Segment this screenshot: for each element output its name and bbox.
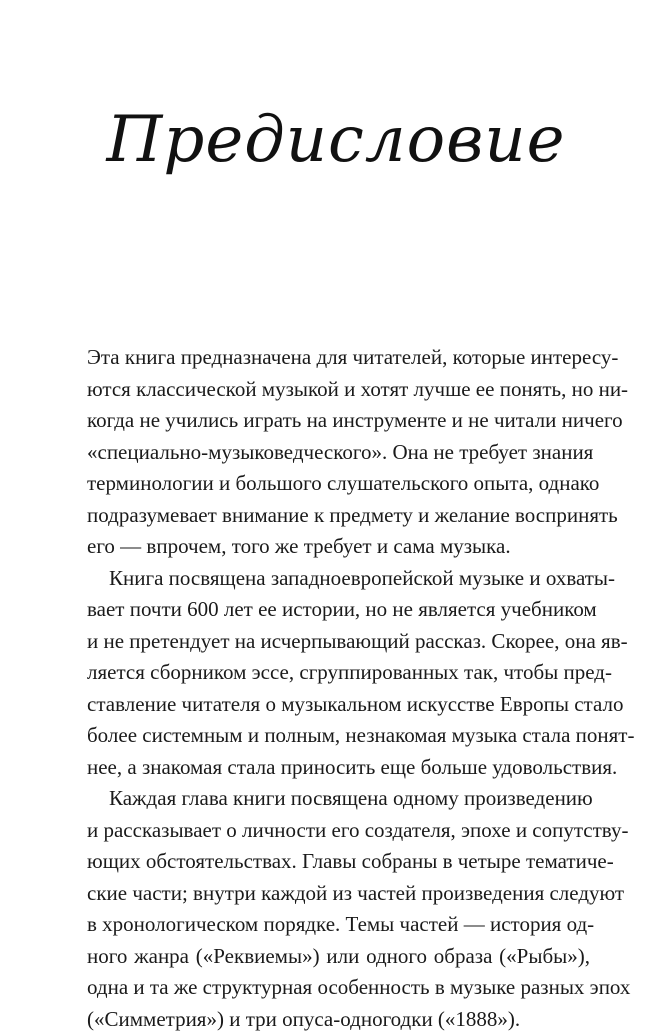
text-line: («Симметрия») и три опуса-одногодки («1888»). bbox=[87, 1004, 590, 1035]
text-line: и рассказывает о личности его создателя, эпохе и сопутству- bbox=[87, 815, 590, 847]
text-line: его — впрочем, того же требует и сама музыка. bbox=[87, 531, 590, 563]
text-line: ские части; внутри каждой из частей произведения следуют bbox=[87, 878, 590, 910]
text-line: и не претендует на исчерпывающий рассказ. Скорее, она яв- bbox=[87, 626, 590, 658]
paragraph-3 bbox=[87, 783, 590, 1035]
page-title: Предисловие bbox=[0, 95, 672, 185]
paragraph-2 bbox=[87, 563, 590, 784]
text-line: ляется сборником эссе, сгруппированных так, чтобы пред- bbox=[87, 657, 590, 689]
paragraph-1 bbox=[87, 342, 590, 563]
text-line: вает почти 600 лет ее истории, но не является учебником bbox=[87, 594, 590, 626]
text-line: когда не учились играть на инструменте и не читали ничего bbox=[87, 405, 590, 437]
text-line: «специально-музыковедческого». Она не требует знания bbox=[87, 437, 590, 469]
text-line: нее, а знакомая стала приносить еще больше удовольствия. bbox=[87, 752, 590, 784]
text-line: ного жанра («Реквиемы») или одного образа («Рыбы»), bbox=[87, 941, 590, 973]
text-line: в хронологическом порядке. Темы частей — история од- bbox=[87, 909, 590, 941]
text-line: более системным и полным, незнакомая музыка стала понят- bbox=[87, 720, 590, 752]
text-line: подразумевает внимание к предмету и желание воспринять bbox=[87, 500, 590, 532]
body-text bbox=[87, 342, 590, 1035]
text-line: Эта книга предназначена для читателей, которые интересу- bbox=[87, 342, 590, 374]
text-line: ющих обстоятельствах. Главы собраны в четыре тематиче- bbox=[87, 846, 590, 878]
text-line: Каждая глава книги посвящена одному произведению bbox=[87, 783, 590, 815]
text-line: ются классической музыкой и хотят лучше ее понять, но ни- bbox=[87, 374, 590, 406]
text-line: одна и та же структурная особенность в музыке разных эпох bbox=[87, 972, 590, 1004]
text-line: Книга посвящена западноевропейской музыке и охваты- bbox=[87, 563, 590, 595]
text-line: ставление читателя о музыкальном искусстве Европы стало bbox=[87, 689, 590, 721]
text-line: терминологии и большого слушательского опыта, однако bbox=[87, 468, 590, 500]
